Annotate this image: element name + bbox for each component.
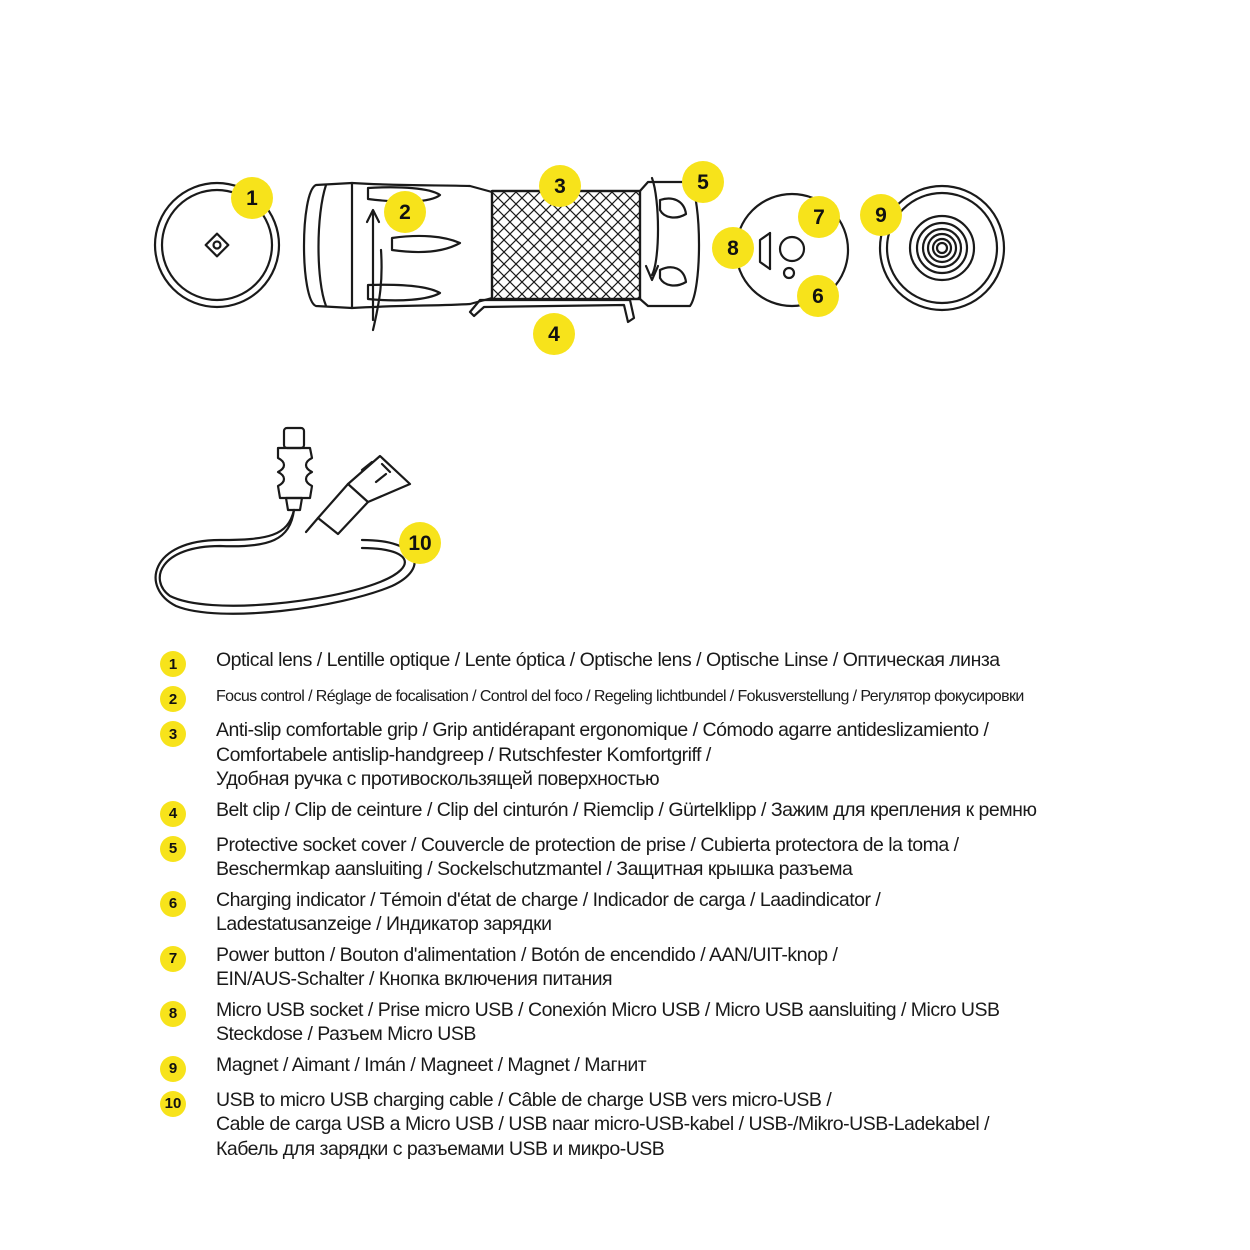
callout-number: 4	[548, 323, 560, 346]
callout-micro-usb-socket	[712, 227, 754, 269]
callout-number: 1	[246, 187, 258, 210]
legend-item	[160, 1088, 1160, 1162]
legend-number-badge: 8	[160, 1001, 186, 1027]
legend-number-badge: 10	[160, 1091, 186, 1117]
legend-item	[160, 1053, 1160, 1082]
legend-text: Power button / Bouton d'alimentation / Botón de encendido / AAN/UIT-knop / EIN/AUS-Schalter / Кнопка включения питания	[216, 943, 838, 990]
legend-text: Protective socket cover / Couvercle de protection de prise / Cubierta protectora de la toma / Beschermkap aansluiting / Sockelschutzmantel / Защитная крышка разъема	[216, 833, 959, 880]
legend-item	[160, 798, 1160, 827]
legend-number-badge: 9	[160, 1056, 186, 1082]
legend-item	[160, 833, 1160, 882]
legend-text: USB to micro USB charging cable / Câble de charge USB vers micro-USB / Cable de carga USB a Micro USB / USB naar micro-USB-kabel / USB-/Mikro-USB-Ladekabel / Кабель для зарядки с разъемами USB и микро-USB	[216, 1088, 990, 1160]
legend-number-badge: 2	[160, 686, 186, 712]
legend-number-badge: 5	[160, 836, 186, 862]
parts-legend	[160, 648, 1160, 1167]
callout-magnet	[860, 194, 902, 236]
legend-text: Focus control / Réglage de focalisation / Control del foco / Regeling lichtbundel / Fokusverstellung / Регулятор фокусировки	[216, 688, 1024, 705]
legend-text: Optical lens / Lentille optique / Lente óptica / Optische lens / Optische Linse / Оптическая линза	[216, 649, 1000, 671]
legend-number-badge: 1	[160, 651, 186, 677]
legend-text: Magnet / Aimant / Imán / Magneet / Magnet / Магнит	[216, 1053, 647, 1076]
legend-item	[160, 888, 1160, 937]
legend-number-badge: 7	[160, 946, 186, 972]
legend-number-badge: 6	[160, 891, 186, 917]
callout-grip	[539, 165, 581, 207]
callout-number: 9	[875, 204, 887, 227]
legend-text: Belt clip / Clip de ceinture / Clip del cinturón / Riemclip / Gürtelklipp / Зажим для крепления к ремню	[216, 798, 1037, 821]
legend-text: Anti-slip comfortable grip / Grip antidérapant ergonomique / Cómodo agarre antideslizamiento / Comfortabele antislip-handgreep / Rutschfester Komfortgriff / Удобная ручка с противоскользящей поверхностью	[216, 719, 989, 790]
callout-socket-cover	[682, 161, 724, 203]
legend-item	[160, 683, 1160, 712]
legend-item	[160, 718, 1160, 792]
legend-item	[160, 943, 1160, 992]
legend-item	[160, 998, 1160, 1047]
callout-number: 5	[697, 171, 709, 194]
callout-power-button	[798, 196, 840, 238]
legend-text: Charging indicator / Témoin d'état de charge / Indicador de carga / Laadindicator / Ladestatusanzeige / Индикатор зарядки	[216, 888, 881, 935]
callout-number: 7	[813, 206, 825, 229]
callout-number: 3	[554, 175, 566, 198]
legend-text: Micro USB socket / Prise micro USB / Conexión Micro USB / Micro USB aansluiting / Micro USB Steckdose / Разъем Micro USB	[216, 998, 1000, 1045]
usb-cable-drawing	[156, 428, 415, 614]
callout-focus-head	[384, 191, 426, 233]
callout-number: 6	[812, 285, 824, 308]
legend-item	[160, 648, 1160, 677]
callout-number: 8	[727, 237, 739, 260]
callout-usb-cable	[399, 522, 441, 564]
callout-lens-cap	[231, 177, 273, 219]
callout-number: 2	[399, 201, 411, 224]
legend-number-badge: 4	[160, 801, 186, 827]
callout-charging-indicator	[797, 275, 839, 317]
callout-number: 10	[408, 532, 432, 555]
callout-belt-clip	[533, 313, 575, 355]
legend-number-badge: 3	[160, 721, 186, 747]
